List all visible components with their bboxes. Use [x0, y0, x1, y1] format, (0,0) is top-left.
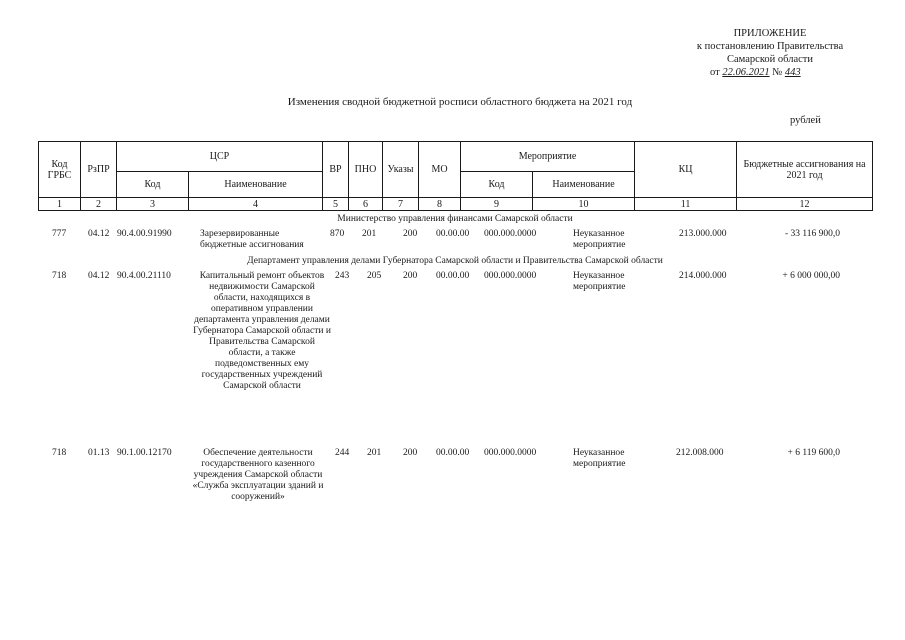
- cell-event-code: 000.000.0000: [484, 229, 537, 239]
- cell-event-code: 000.000.0000: [484, 448, 537, 458]
- header-csr-name: Наименование: [189, 172, 323, 198]
- header-event-code: Код: [461, 172, 533, 198]
- appendix-line1: к постановлению Правительства: [696, 41, 844, 52]
- appendix-line2: Самарской области: [727, 54, 813, 65]
- col-number: 11: [635, 198, 737, 211]
- number-prefix: №: [772, 67, 783, 78]
- cell-ukazy: 200: [403, 448, 418, 458]
- cell-grbs: 718: [52, 271, 67, 281]
- col-number: 3: [117, 198, 189, 211]
- appendix-block: [650, 27, 890, 79]
- cell-amount: + 6 000 000,00: [782, 271, 840, 281]
- cell-event-name: Неуказанное мероприятие: [573, 271, 626, 292]
- appendix-title: ПРИЛОЖЕНИЕ: [733, 28, 807, 39]
- units-label: рублей: [790, 115, 821, 126]
- resolution-date: 22.06.2021: [722, 67, 770, 78]
- cell-vr: 244: [335, 448, 350, 458]
- col-number: 1: [39, 198, 81, 211]
- cell-pno: 201: [362, 229, 377, 239]
- header-ukazy: Указы: [383, 142, 419, 198]
- cell-grbs: 718: [52, 448, 67, 458]
- header-csr-code: Код: [117, 172, 189, 198]
- header-csr: ЦСР: [117, 142, 323, 172]
- cell-csr-code: 90.4.00.91990: [117, 229, 172, 239]
- appendix-date-line: [650, 66, 890, 79]
- cell-rzpr: 04.12: [88, 229, 110, 239]
- date-prefix: от: [710, 67, 720, 78]
- header-grbs: Код ГРБС: [39, 142, 81, 198]
- header-budget: Бюджетные ассигнования на 2021 год: [737, 142, 873, 198]
- col-number: 9: [461, 198, 533, 211]
- cell-pno: 205: [367, 271, 382, 281]
- col-number: 8: [419, 198, 461, 211]
- cell-vr: 870: [330, 229, 345, 239]
- cell-ukazy: 200: [403, 229, 418, 239]
- cell-kc: 214.000.000: [679, 271, 727, 281]
- cell-pno: 201: [367, 448, 382, 458]
- cell-rzpr: 01.13: [88, 448, 110, 458]
- cell-rzpr: 04.12: [88, 271, 110, 281]
- cell-event-name: Неуказанное мероприятие: [573, 448, 626, 469]
- header-pno: ПНО: [349, 142, 383, 198]
- cell-ukazy: 200: [403, 271, 418, 281]
- cell-amount: + 6 119 600,0: [787, 448, 840, 458]
- section-heading: Департамент управления делами Губернатора Самарской области и Правительства Самарской области: [247, 256, 663, 266]
- col-number: 12: [737, 198, 873, 211]
- cell-csr-name: Обеспечение деятельности государственного казенного учреждения Самарской области «Служба эксплуатации зданий и сооружений»: [192, 448, 324, 502]
- cell-event-name: Неуказанное мероприятие: [573, 229, 626, 250]
- cell-csr-name: Зарезервированные бюджетные ассигнования: [200, 229, 304, 250]
- cell-mo: 00.00.00: [436, 448, 470, 458]
- header-event-name: Наименование: [533, 172, 635, 198]
- cell-mo: 00.00.00: [436, 229, 470, 239]
- cell-mo: 00.00.00: [436, 271, 470, 281]
- col-number: 4: [189, 198, 323, 211]
- header-kc: КЦ: [635, 142, 737, 198]
- header-rzpr: РзПР: [81, 142, 117, 198]
- cell-csr-code: 90.1.00.12170: [117, 448, 172, 458]
- header-vr: ВР: [323, 142, 349, 198]
- col-number: 6: [349, 198, 383, 211]
- col-number: 2: [81, 198, 117, 211]
- header-mo: МО: [419, 142, 461, 198]
- cell-csr-name: Капитальный ремонт объектов недвижимости Самарской области, находящихся в оперативном управлении департамента управления делами Губернатора Самарской области и Правительства Самарской области, а также подведомственных ему государственных учреждений Самарской области: [193, 271, 331, 391]
- cell-vr: 243: [335, 271, 350, 281]
- cell-amount: - 33 116 900,0: [784, 229, 840, 239]
- section-heading: Министерство управления финансами Самарской области: [337, 214, 573, 224]
- document-title: Изменения сводной бюджетной росписи областного бюджета на 2021 год: [287, 96, 633, 108]
- cell-kc: 213.000.000: [679, 229, 727, 239]
- col-number: 10: [533, 198, 635, 211]
- cell-kc: 212.008.000: [676, 448, 724, 458]
- resolution-number: 443: [784, 67, 801, 78]
- col-number: 7: [383, 198, 419, 211]
- col-number: 5: [323, 198, 349, 211]
- cell-csr-code: 90.4.00.21110: [117, 271, 171, 281]
- budget-table-header: [38, 141, 873, 211]
- cell-grbs: 777: [52, 229, 67, 239]
- cell-event-code: 000.000.0000: [484, 271, 537, 281]
- header-event: Мероприятие: [461, 142, 635, 172]
